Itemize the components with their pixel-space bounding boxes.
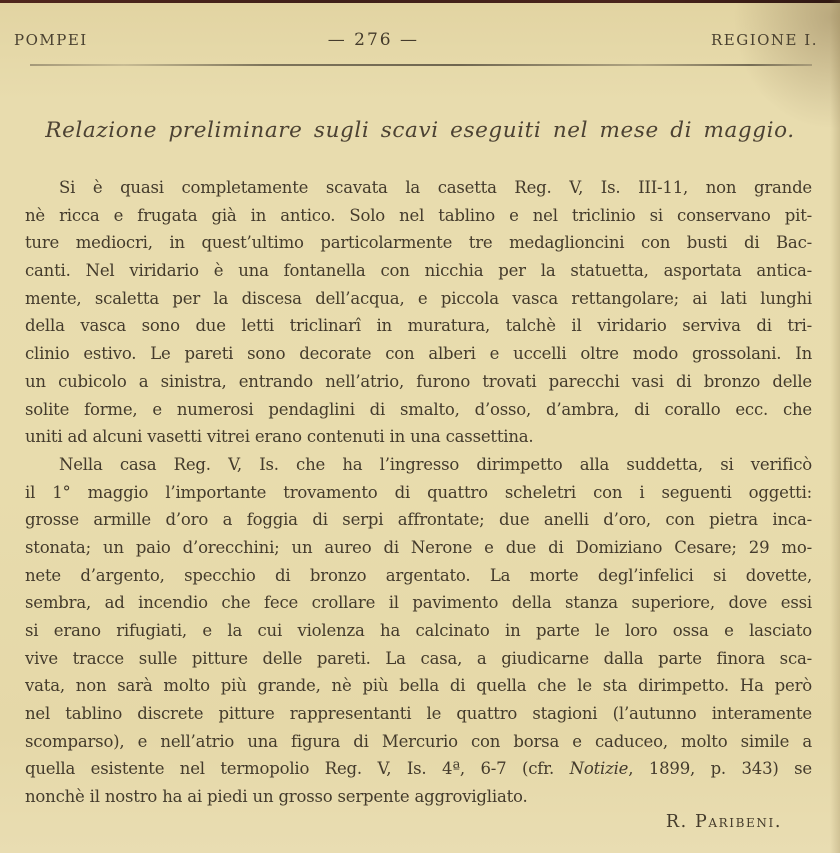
scan-edge-stain (0, 0, 840, 3)
article-title: Relazione preliminare sugli scavi eseguiti nel mese di maggio. (45, 118, 795, 143)
text-line: nè ricca e frugata già in antico. Solo nel tablino e nel triclinio si conservano pit- (25, 205, 812, 225)
text-line: si erano rifugiati, e la cui violenza ha calcinato in parte le loro ossa e lasciato (25, 621, 812, 640)
text-line: mente, scaletta per la discesa dell’acqua, e piccola vasca rettangolare; ai lati lunghi (25, 288, 812, 308)
text-line: sembra, ad incendio che fece crollare il pavimento della stanza superiore, dove essi (25, 593, 812, 613)
running-head-left: POMPEI (14, 31, 88, 49)
text-line: ture mediocri, in quest’ultimo particolarmente tre medaglioncini con busti di Bac- (25, 233, 812, 253)
text-line: quella esistente nel termopolio Reg. V, Is. 4ª, 6-7 (cfr. Notizie, 1899, p. 343) se (25, 759, 812, 779)
text-line: il 1° maggio l’importante trovamento di quattro scheletri con i seguenti oggetti: (25, 482, 812, 502)
text-line: canti. Nel viridario è una fontanella con nicchia per la statuetta, asportata antica- (25, 261, 812, 281)
text-line: scomparso), e nell’atrio una figura di Mercurio con borsa e caduceo, molto simile a (25, 731, 812, 751)
page-header (0, 0, 840, 50)
text-line: nete d’argento, specchio di bronzo argentato. La morte degl’infelici si dovette, (25, 565, 812, 585)
article-body (0, 174, 840, 811)
text-line: clinio estivo. Le pareti sono decorate con alberi e uccelli oltre modo grossolani. In (25, 344, 812, 364)
text-line: solite forme, e numerosi pendaglini di smalto, d’osso, d’ambra, di corallo ecc. che (25, 399, 812, 419)
text-line: nel tablino discrete pitture rappresentanti le quattro stagioni (l’autunno interamente (25, 704, 812, 724)
text-line: uniti ad alcuni vasetti vitrei erano contenuti in una cassettina. (25, 427, 534, 447)
text-line: stonata; un paio d’orecchini; un aureo di Nerone e due di Domiziano Cesare; 29 mo- (25, 537, 812, 557)
text-line: della vasca sono due letti triclinarî in muratura, talchè il viridario serviva di tri- (25, 316, 812, 336)
text-line: vive tracce sulle pitture delle pareti. La casa, a giudicarne dalla parte finora sca- (25, 648, 812, 668)
text-line: Si è quasi completamente scavata la casetta Reg. V, Is. III-11, non grande (59, 178, 812, 197)
text-line: grosse armille d’oro a foggia di serpi affrontate; due anelli d’oro, con pietra inca- (25, 510, 812, 530)
running-head-right: REGIONE I. (710, 31, 818, 49)
text-line: un cubicolo a sinistra, entrando nell’atrio, furono trovati parecchi vasi di bronzo delle (25, 371, 812, 391)
page-number: — 276 — (327, 30, 419, 50)
header-divider-rule (30, 64, 812, 66)
text-line: nonchè il nostro ha ai piedi un grosso serpente aggrovigliato. (25, 787, 528, 807)
text-line: vata, non sarà molto più grande, nè più bella di quella che le sta dirimpetto. Ha però (25, 676, 812, 696)
author-signature: R. Paribeni. (665, 811, 782, 832)
text-line: Nella casa Reg. V, Is. che ha l’ingresso dirimpetto alla suddetta, si verificò (59, 454, 812, 474)
